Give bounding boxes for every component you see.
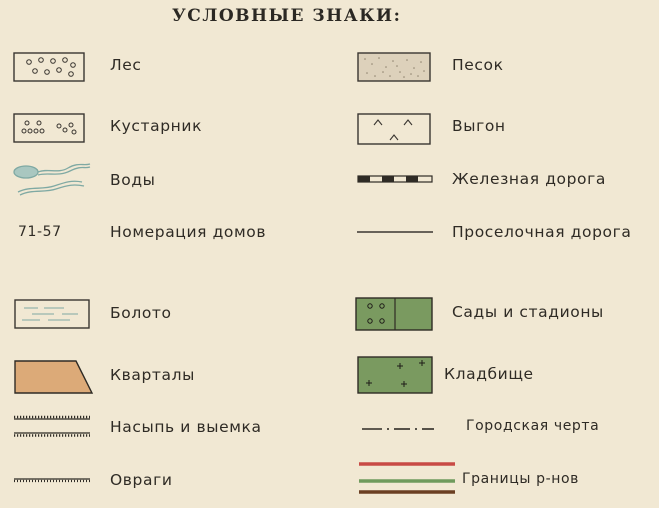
label-swamp: Болото: [110, 304, 172, 322]
ravines-symbol: [14, 476, 90, 484]
shrub-symbol: [13, 113, 85, 143]
label-water: Воды: [110, 171, 156, 189]
dirt-road-symbol: [357, 230, 433, 234]
sand-symbol: [357, 52, 431, 82]
label-house-numbering: Номерация домов: [110, 223, 267, 241]
label-dirt-road: Проселочная дорога: [452, 223, 632, 241]
quarter-symbol: [14, 360, 94, 394]
label-gardens: Сады и стадионы: [452, 303, 604, 321]
forest-symbol: [13, 52, 85, 82]
district-bounds-symbol: [359, 460, 455, 496]
label-shrubs: Кустарник: [110, 117, 203, 135]
label-ravines: Овраги: [110, 471, 173, 489]
label-pasture: Выгон: [452, 117, 506, 135]
label-sand: Песок: [452, 56, 504, 74]
cemetery-symbol: [357, 356, 433, 394]
label-city-line: Городская черта: [466, 418, 600, 434]
label-forest: Лес: [110, 56, 142, 74]
label-cemetery: Кладбище: [444, 365, 534, 383]
label-quarters: Кварталы: [110, 366, 195, 384]
label-railway: Железная дорога: [452, 170, 606, 188]
swamp-symbol: [14, 299, 90, 329]
label-district-bounds: Границы р-нов: [462, 471, 579, 487]
pasture-symbol: [357, 113, 431, 145]
label-embankment: Насыпь и выемка: [110, 418, 262, 436]
house-number-sample: 71-57: [18, 224, 62, 240]
city-line-symbol: [362, 426, 434, 432]
railway-symbol: [357, 174, 433, 184]
water-symbol: [12, 160, 92, 200]
embankment-symbol: [14, 415, 90, 439]
legend-title: УСЛОВНЫЕ ЗНАКИ:: [172, 6, 402, 26]
gardens-symbol: [355, 297, 433, 331]
